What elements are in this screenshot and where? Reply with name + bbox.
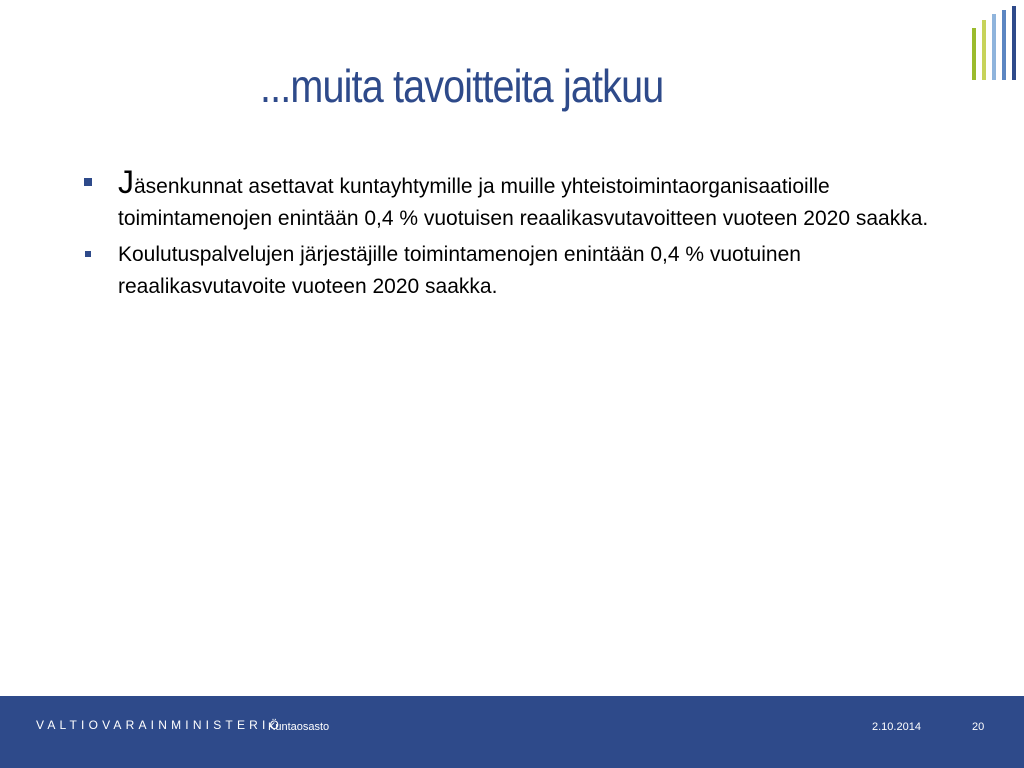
bullet-item-1 bbox=[78, 166, 958, 235]
slide-title: ...muita tavoitteita jatkuu bbox=[260, 60, 664, 112]
bullet-1-text: äsenkunnat asettavat kuntayhtymille ja muille yhteistoimintaorganisaatioille toimintamenojen enintään 0,4 % vuotuisen reaalikasvutavoitteen vuoteen 2020 saakka. bbox=[118, 175, 929, 230]
logo-bar-4 bbox=[1002, 10, 1006, 80]
logo-bars-shapes bbox=[972, 6, 1016, 80]
ministry-logo-bars bbox=[972, 6, 1024, 82]
bullet-2-text: Koulutuspalvelujen järjestäjille toimintamenojen enintään 0,4 % vuotuinen reaalikasvutavoite vuoteen 2020 saakka. bbox=[118, 243, 801, 298]
department-name: Kuntaosasto bbox=[268, 721, 330, 733]
bullet-item-2 bbox=[78, 239, 958, 303]
bullet-1-dropcap: J bbox=[118, 164, 134, 200]
square-bullet-icon bbox=[85, 251, 91, 257]
slide-date: 2.10.2014 bbox=[872, 721, 921, 733]
square-bullet-icon bbox=[84, 178, 92, 186]
logo-bar-2 bbox=[982, 20, 986, 80]
ministry-name: VALTIOVARAINMINISTERIÖ bbox=[36, 718, 284, 732]
logo-bar-1 bbox=[972, 28, 976, 80]
footer-bar bbox=[0, 696, 1024, 768]
page-number: 20 bbox=[972, 721, 985, 733]
bullet-list bbox=[78, 166, 958, 307]
logo-bar-3 bbox=[992, 14, 996, 80]
logo-bar-5 bbox=[1012, 6, 1016, 80]
